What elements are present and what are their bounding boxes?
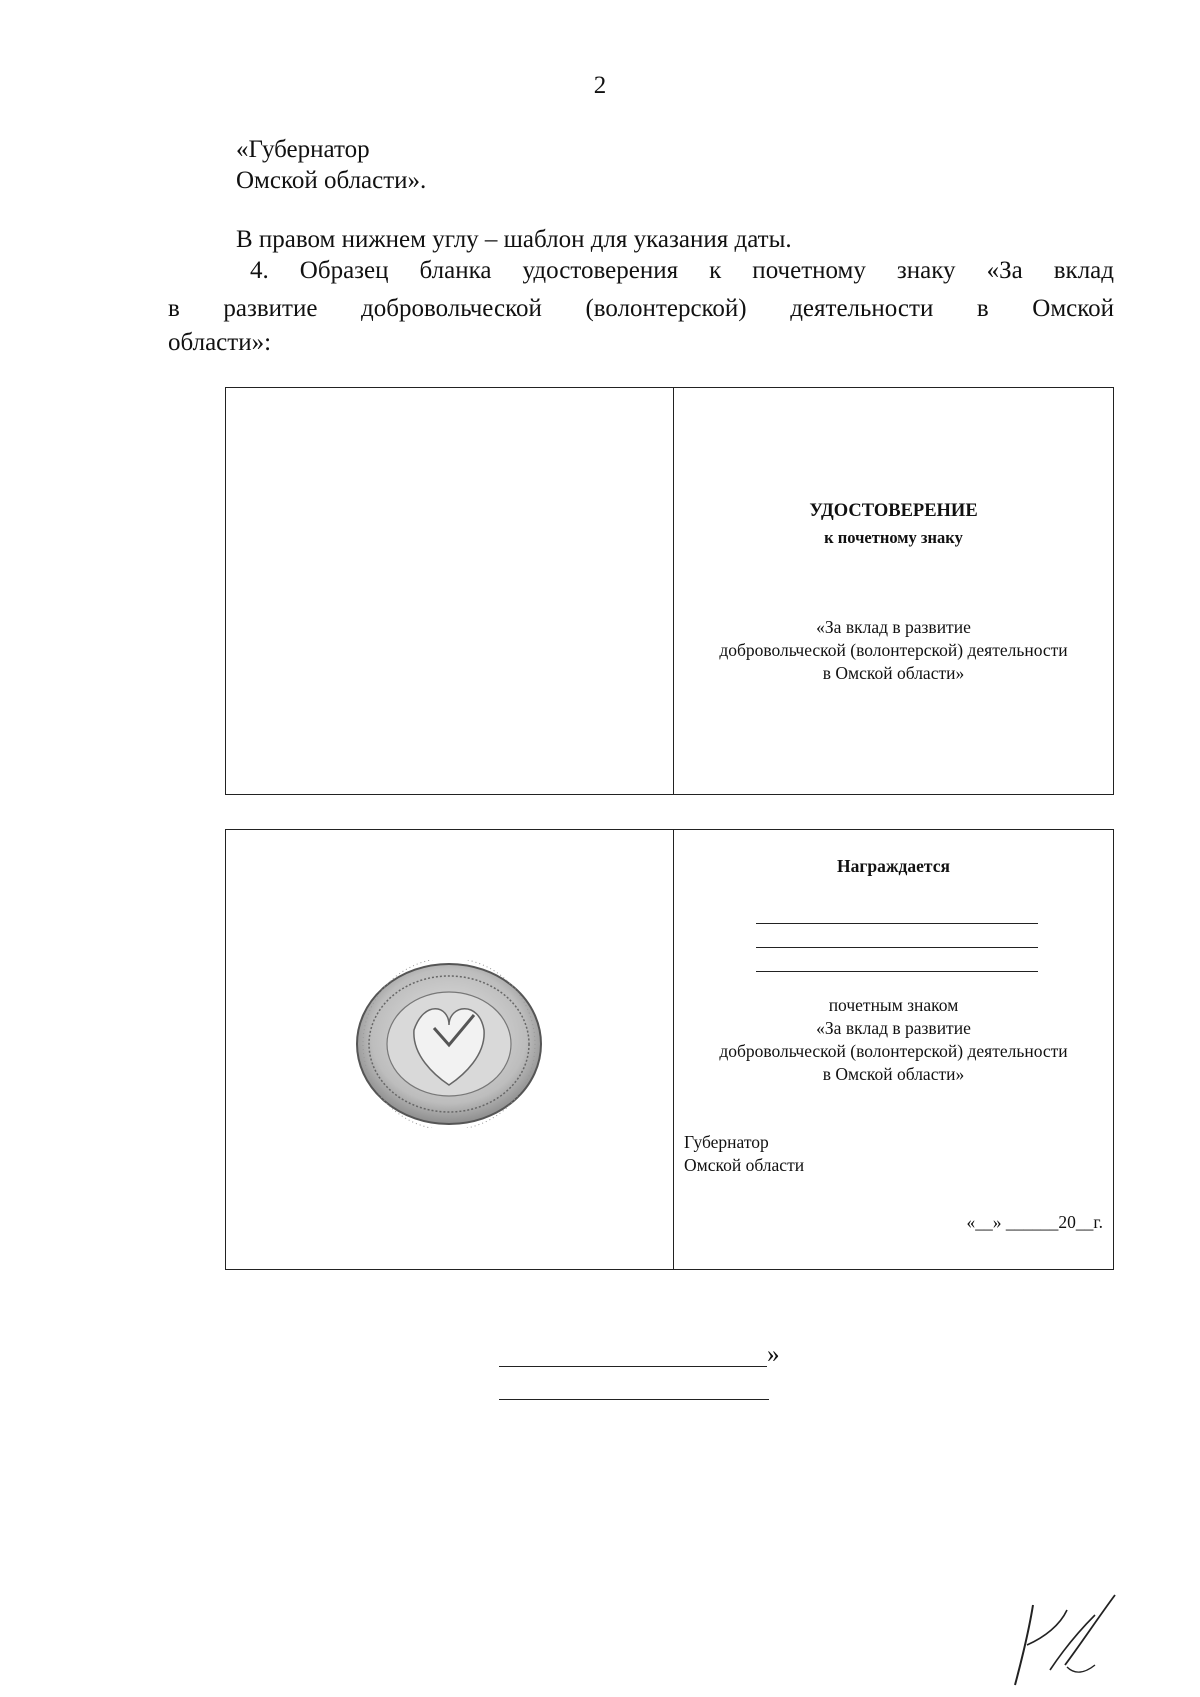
date-template: «__» ______20__г.: [966, 1212, 1103, 1232]
item4-line-1: 4. Образец бланка удостоверения к почетному знаку «За вклад: [250, 257, 1114, 284]
item4-line-2: в развитие добровольческой (волонтерской) деятельности в Омской: [168, 295, 1114, 322]
closing-blank-line-1: [499, 1366, 767, 1367]
award-name-line-1: «За вклад в развитие: [816, 617, 971, 637]
certificate-cover-card: [225, 387, 1114, 795]
award-name-line-2: добровольческой (волонтерской) деятельности: [719, 1041, 1068, 1061]
item4-line-3: области»:: [168, 329, 272, 356]
handwritten-signature: [1005, 1585, 1130, 1695]
award-name-line-3: в Омской области»: [822, 1064, 965, 1084]
award-intro: почетным знаком: [828, 995, 959, 1015]
signer-title-line-1: Губернатор: [684, 1132, 769, 1152]
awardee-heading: Награждается: [837, 856, 950, 876]
inside-right-panel: [674, 830, 1113, 1269]
awardee-name-line-2: [756, 947, 1038, 948]
certificate-inside-card: [225, 829, 1114, 1270]
quote-line-2: Омской области».: [236, 167, 427, 194]
award-name-line-1: «За вклад в развитие: [816, 1018, 971, 1038]
badge-emblem-image: [354, 960, 544, 1128]
award-name-line-2: добровольческой (волонтерской) деятельности: [719, 640, 1068, 660]
closing-quote: »: [767, 1341, 780, 1368]
quote-line-1: «Губернатор: [236, 136, 370, 163]
award-name-line-3: в Омской области»: [822, 663, 965, 683]
corner-note: В правом нижнем углу – шаблон для указания даты.: [236, 226, 792, 253]
certificate-title: УДОСТОВЕРЕНИЕ: [809, 501, 978, 521]
page-number: 2: [593, 72, 607, 99]
cover-right-panel: [674, 388, 1113, 794]
closing-blank-line-2: [499, 1399, 769, 1400]
awardee-name-line-1: [756, 923, 1038, 924]
signer-title-line-2: Омской области: [684, 1155, 805, 1175]
awardee-name-line-3: [756, 971, 1038, 972]
certificate-subtitle: к почетному знаку: [824, 528, 963, 547]
